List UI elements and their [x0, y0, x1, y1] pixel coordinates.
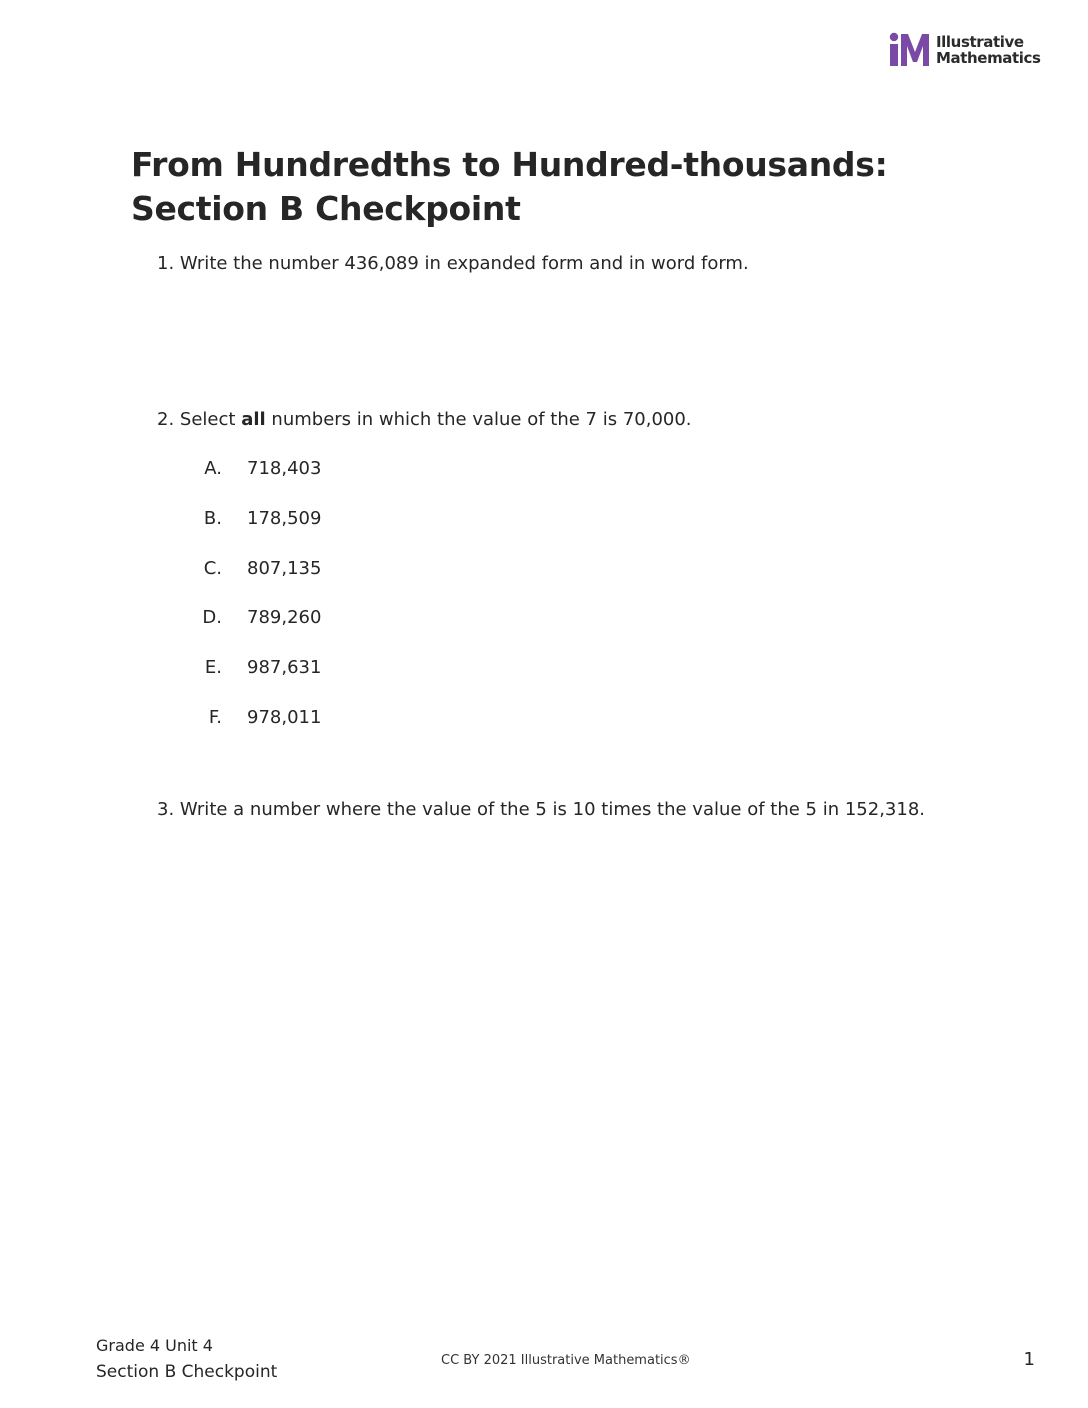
question-2-emphasis: all — [241, 409, 266, 430]
logo-line-2: Mathematics — [936, 49, 1041, 67]
choice-f — [180, 706, 321, 756]
choice-value: 978,011 — [247, 706, 322, 728]
question-2-choices — [180, 457, 321, 756]
question-3-text: Write a number where the value of the 5 is 10 times the value of the 5 in 152,318. — [179, 799, 925, 820]
im-logo-icon — [888, 32, 932, 68]
footer-license: CC BY 2021 Illustrative Mathematics® — [441, 1353, 691, 1368]
choice-letter: D. — [202, 607, 222, 629]
question-1 — [157, 252, 749, 276]
choice-letter: C. — [203, 557, 222, 579]
question-2 — [157, 408, 692, 432]
question-2-number: 2. — [157, 409, 175, 430]
logo-wordmark — [936, 34, 1041, 66]
choice-letter: E. — [204, 657, 222, 679]
page-number: 1 — [1023, 1349, 1035, 1370]
illustrative-mathematics-logo — [888, 30, 1041, 70]
page-title — [131, 143, 1031, 231]
logo-line-1: Illustrative — [936, 33, 1024, 51]
choice-value: 178,509 — [247, 507, 322, 529]
footer-unit-info — [96, 1334, 277, 1386]
footer-unit: Grade 4 Unit 4 — [96, 1336, 213, 1355]
choice-letter: F. — [208, 706, 222, 728]
choice-value: 718,403 — [247, 458, 322, 479]
page-title-line-2: Section B Checkpoint — [131, 189, 521, 228]
choice-d — [180, 606, 321, 656]
choice-value: 807,135 — [247, 557, 322, 579]
choice-a — [180, 457, 321, 507]
question-2-text-before: Select — [179, 409, 236, 430]
footer-section: Section B Checkpoint — [96, 1362, 278, 1382]
choice-value: 987,631 — [247, 657, 322, 679]
choice-b — [180, 507, 321, 557]
choice-letter: B. — [203, 507, 222, 529]
question-2-text-after: numbers in which the value of the 7 is 70,000. — [271, 409, 692, 430]
page-title-line-1: From Hundredths to Hundred-thousands: — [131, 145, 888, 184]
choice-c — [180, 557, 321, 607]
question-3-number: 3. — [157, 799, 175, 820]
choice-letter: A. — [204, 458, 222, 479]
question-3 — [157, 798, 925, 822]
question-1-text: Write the number 436,089 in expanded form and in word form. — [179, 253, 749, 274]
choice-e — [180, 656, 321, 706]
question-1-number: 1. — [157, 253, 175, 274]
choice-value: 789,260 — [247, 607, 322, 629]
